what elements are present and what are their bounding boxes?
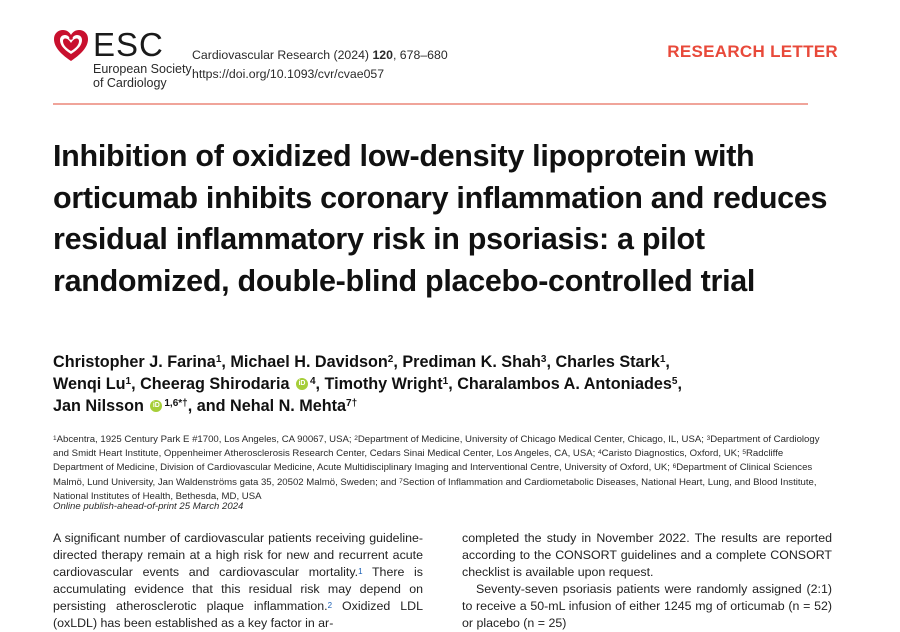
affiliation-number: 7 <box>399 477 403 485</box>
author-affiliation-marker: 1,6*† <box>164 398 188 409</box>
affiliation-number: 2 <box>354 435 358 442</box>
author-affiliation-marker: 4 <box>309 376 316 387</box>
author-affiliation-marker: 5 <box>671 376 678 387</box>
affiliation-text: Radcliffe Department of Medicine, Division of Cardiovascular Medicine, Acute Multidisciplinary Imaging and Interventional Centre, University of Oxford, UK; <box>53 448 784 474</box>
journal-citation <box>192 46 448 65</box>
author-name: Charalambos A. Antoniades <box>457 375 672 393</box>
body-text: A significant number of cardiovascular patients receiving guideline-directed therapy remain at a high risk for new and recurrent acute cardiovascular events and cardiovascular mortality. <box>53 531 423 579</box>
author-name: Nehal N. Mehta <box>230 397 347 415</box>
doi-link[interactable]: https://doi.org/10.1093/cvr/cvae057 <box>192 67 385 81</box>
section-label: RESEARCH LETTER <box>667 42 838 61</box>
author-affiliation-marker: 7† <box>346 398 358 409</box>
publish-date-note: Online publish-ahead-of-print 25 March 2024 <box>53 501 244 512</box>
body-paragraph <box>53 530 423 632</box>
esc-subtitle <box>93 62 192 90</box>
esc-heart-logo-icon <box>53 29 89 63</box>
affiliation-text: Abcentra, 1925 Century Park E #1700, Los Angeles, CA 90067, USA; <box>56 434 355 445</box>
article-title: Inhibition of oxidized low-density lipoprotein with orticumab inhibits coronary inflammation and reduces residual inflammatory risk in psoriasis: a pilot randomized, double-blind placebo-controlled trial <box>53 139 828 298</box>
affiliation-text: Section of Inflammation and Cardiometabolic Diseases, National Heart, Lung, and Blood Institute, National Institutes of Health, Bethesda, MD, USA <box>53 476 817 502</box>
body-column-right <box>462 530 832 632</box>
author-affiliation-marker: 1 <box>215 354 222 365</box>
affiliation-number: 3 <box>706 435 711 442</box>
journal-volume: 120 <box>372 48 393 62</box>
header-divider <box>53 103 808 105</box>
affiliation-number: 4 <box>597 449 602 457</box>
esc-subtitle-line2: of Cardiology <box>93 76 167 90</box>
author-name: Timothy Wright <box>324 375 443 393</box>
esc-subtitle-line1: European Society <box>93 62 192 76</box>
journal-citation-prefix: Cardiovascular Research (2024) <box>192 48 373 62</box>
affiliation-number: 5 <box>742 449 746 457</box>
orcid-icon[interactable]: iD <box>150 400 162 412</box>
author-affiliation-marker: 1 <box>125 376 132 387</box>
affiliation-text: Department of Cardiology and Smidt Heart Institute, Oppenheimer Atherosclerosis Research Center, Cedars Sinai Medical Center, Los Angeles, CA, USA; <box>53 434 820 460</box>
affiliation-text: Department of Medicine, University of Chicago Medical Center, Chicago, IL, USA; <box>357 434 707 445</box>
journal-info <box>192 46 448 84</box>
author-list: Christopher J. Farina$^1$, Michael H. Davidson$^2$, Prediman K. Shah$^3$, Charles Stark$^1$, Wenqi Lu$^1$, Cheerag Shirodaria iD $^4$, Timothy Wright$^1$, Charalambos A. Antoniades$^5$, Jan Nilsson iD $^{1,6*\dagger}$, and Nehal N. Mehta$^{7\dagger}$ <box>53 353 682 415</box>
affiliation-text: Department of Clinical Sciences Malmö, Lund University, Jan Waldenströms gata 35, 20502 Malmö, Sweden; and <box>53 462 813 488</box>
affiliation-number: 1 <box>53 435 57 442</box>
affiliation-text: Caristo Diagnostics, Oxford, UK; <box>601 448 743 460</box>
body-text: Oxidized LDL (oxLDL) has been established as a key factor in ar- <box>53 599 423 630</box>
body-paragraph: Seventy-seven psoriasis patients were randomly assigned (2:1) to receive a 50-mL infusion of either 1245 mg of orticumab (n = 52) or placebo (n = 25) <box>462 582 832 630</box>
journal-pages: , 678–680 <box>392 48 448 62</box>
orcid-icon[interactable]: iD <box>296 378 308 390</box>
reference-link[interactable]: 2 <box>327 601 333 610</box>
author-name: Wenqi Lu <box>53 375 126 393</box>
author-name: Jan Nilsson <box>53 397 144 415</box>
author-affiliation-marker: 1 <box>659 354 666 365</box>
author-affiliation-marker: 2 <box>387 354 394 365</box>
author-name: Charles Stark <box>555 353 660 371</box>
author-name: Cheerag Shirodaria <box>140 375 290 393</box>
reference-link[interactable]: 1 <box>358 567 363 576</box>
affiliation-number: 6 <box>672 463 677 471</box>
author-affiliation-marker: 1 <box>442 376 449 387</box>
author-name: Michael H. Davidson <box>230 353 388 371</box>
body-column-left <box>53 530 423 632</box>
author-name: Christopher J. Farina <box>53 353 216 371</box>
body-paragraph: completed the study in November 2022. The results are reported according to the CONSORT guidelines and a complete CONSORT checklist is available upon request. <box>462 531 832 579</box>
author-affiliation-marker: 3 <box>540 354 547 365</box>
author-name: Prediman K. Shah <box>402 353 541 371</box>
body-text: There is accumulating evidence that this residual risk may depend on persisting atherosclerotic plaque inflammation. <box>53 565 423 613</box>
esc-wordmark: ESC <box>93 26 164 63</box>
affiliations <box>53 433 823 504</box>
